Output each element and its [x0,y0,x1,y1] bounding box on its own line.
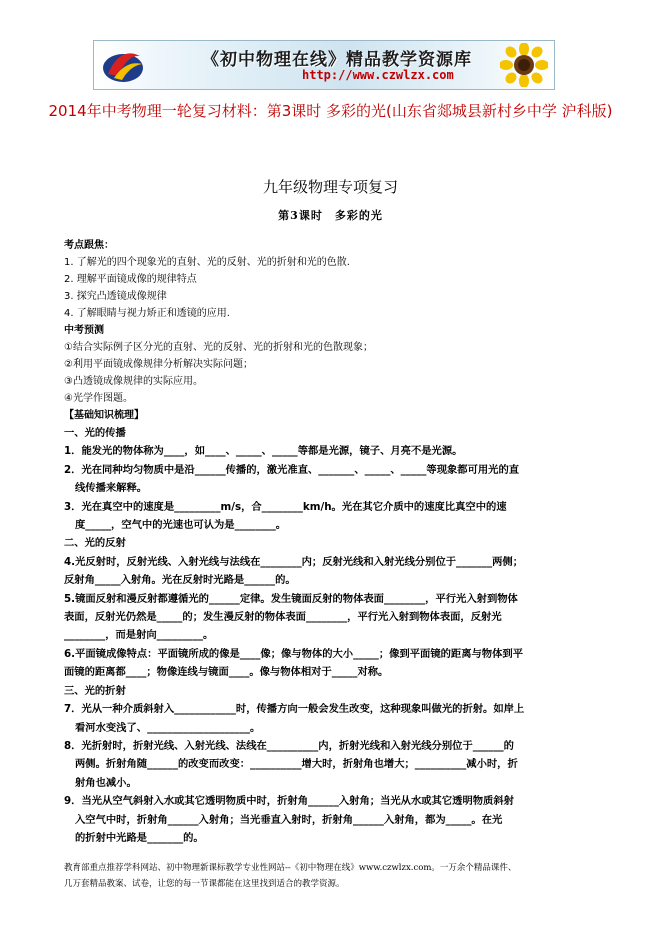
question-2: 2．光在同种均匀物质中是沿______传播的，激光准直、_______、_____、_____等现象都可用光的直 [64,463,520,476]
question-8: 8．光折射时，折射光线、入射光线、法线在__________内，折射光线和入射光线分别位于______的 [64,739,514,752]
question-2-cont: 线传播来解释。 [75,482,148,495]
question-8-cont: 射角也减小。 [75,776,137,789]
banner-url[interactable]: http://www.czwlzx.com [302,68,454,82]
question-8-cont: 两侧。折射角随______的改变而改变：__________增大时，折射角也增大；__________减小时，折 [75,758,518,771]
section-heading: 一、光的传播 [64,427,126,439]
question-6: 6.平面镜成像特点：平面镜所成的像是____像；像与物体的大小_____；像到平面镜的距离与物体到平 [64,647,523,660]
document-title: 2014年中考物理一轮复习材料：第3课时 多彩的光(山东省郯城县新村乡中学 沪科版) [48,102,613,120]
lesson-heading: 第3课时 多彩的光 [278,209,383,222]
question-3: 3．光在真空中的速度是_________m/s，合________km/h。光在其它介质中的速度比真空中的速 [64,500,507,513]
question-1: 1．能发光的物体称为____，如____、_____、_____等都是光源，镜子、月亮不是光源。 [64,445,463,458]
question-5-cont: ________，而是射向_________。 [64,629,214,642]
forecast-item: ①结合实际例子区分光的直射、光的反射、光的折射和光的色散现象； [64,342,373,353]
forecast-item: ②利用平面镜成像规律分析解决实际问题； [64,359,253,370]
footer-line: 几万套精品教案、试卷，让您的每一节课都能在这里找到适合的教学资源。 [64,879,345,889]
question-9-cont: 入空气中时，折射角______入射角；当光垂直入射时，折射角______入射角，都为_____。在光 [75,813,503,826]
worksheet-body [64,237,620,847]
question-9-cont: 的折射中光路是_______的。 [75,831,204,844]
exam-point-item: 2. 理解平面镜成像的规律特点 [64,274,197,285]
footer-line: 教育部重点推荐学科网站、初中物理新课标教学专业性网站--《初中物理在线》www.czwlzx.com。一万余个精品课件、 [64,863,517,873]
page-footer [64,860,594,892]
forecast-item: ③凸透镜成像规律的实际应用。 [64,376,203,387]
knowledge-heading: 【基础知识梳理】 [64,410,144,421]
publisher-logo-icon [100,44,146,86]
sunflower-icon [500,43,548,87]
forecast-item: ④光学作图题。 [64,393,133,404]
question-4-cont: 反射角_____入射角。光在反射时光路是______的。 [64,574,296,587]
subject-heading: 九年级物理专项复习 [262,178,398,196]
forecast-heading: 中考预测 [64,325,104,336]
question-9: 9．当光从空气斜射入水或其它透明物质中时，折射角______入射角；当光从水或其它透明物质斜射 [64,795,514,808]
exam-point-item: 3. 探究凸透镜成像规律 [64,291,167,302]
question-4: 4.光反射时，反射光线、入射光线与法线在________内；反射光线和入射光线分别位于_______两侧； [64,555,523,568]
section-heading: 三、光的折射 [64,684,126,697]
exam-points-heading: 考点跟焦： [64,240,114,251]
question-5: 5.镜面反射和漫反射都遵循光的______定律。发生镜面反射的物体表面________，平行光入射到物体 [64,592,518,605]
banner-title: 《初中物理在线》精品教学资源库 [202,50,472,70]
question-6-cont: 面镜的距离都____；物像连线与镜面____。像与物体相对于_____对称。 [64,666,389,679]
question-7: 7．光从一种介质斜射入____________时，传播方向一般会发生改变，这种现象叫做光的折射。如岸上 [64,703,525,716]
question-block [64,424,620,847]
question-7-cont: 看河水变浅了、____________________。 [75,721,261,734]
header-banner [93,40,555,90]
question-3-cont: 度_____，空气中的光速也可认为是________。 [75,519,287,532]
question-5-cont: 表面，反射光仍然是_____的；发生漫反射的物体表面________，平行光入射到物体表面，反射光 [64,611,502,624]
section-heading: 二、光的反射 [64,537,126,550]
exam-point-item: 4. 了解眼睛与视力矫正和透镜的应用. [64,308,230,319]
exam-point-item: 1. 了解光的四个现象光的直射、光的反射、光的折射和光的色散. [64,257,350,268]
